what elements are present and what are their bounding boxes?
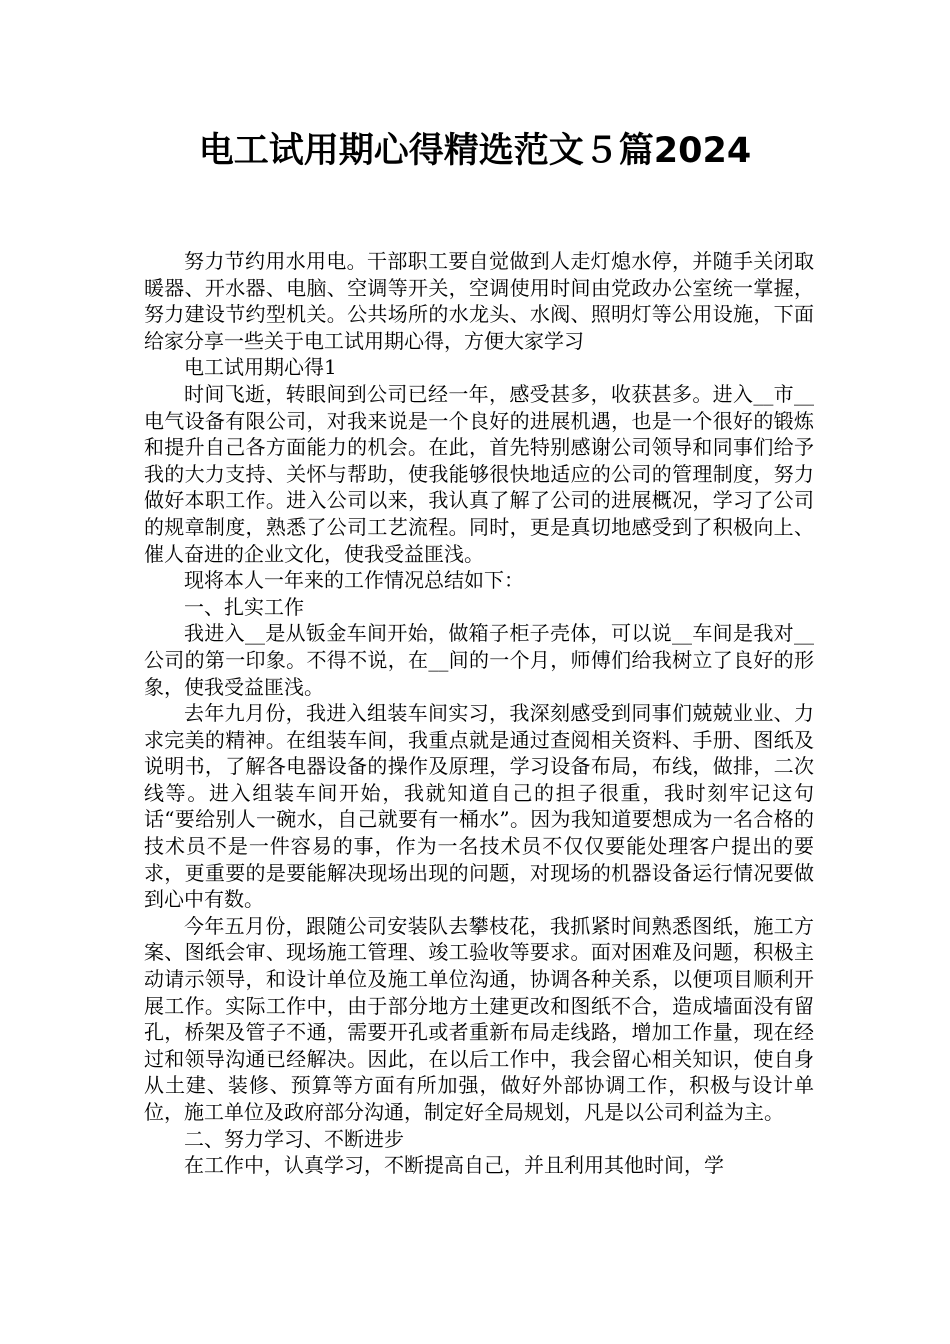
body-paragraph: 我进入__是从钣金车间开始，做箱子柜子壳体，可以说__车间是我对__公司的第一印象。不得不说，在__间的一个月，师傅们给我树立了良好的形象，使我受益匪浅。	[144, 621, 814, 699]
body-paragraph: 现将本人一年来的工作情况总结如下：	[184, 568, 524, 593]
document-title: 电工试用期心得精选范文５篇2024	[198, 131, 752, 171]
section-heading-1: 电工试用期心得1	[184, 355, 337, 380]
subheading-work: 一、扎实工作	[184, 594, 304, 619]
intro-paragraph: 努力节约用水用电。干部职工要自觉做到人走灯熄水停，并随手关闭取暖器、开水器、电脑、空调等开关，空调使用时间由党政办公室统一掌握，努力建设节约型机关。公共场所的水龙头、水阀、照明灯等公用设施，下面给家分享一些关于电工试用期心得，方便大家学习	[144, 249, 814, 353]
body-paragraph: 在工作中，认真学习，不断提高自己，并且利用其他时间，学	[184, 1153, 724, 1178]
document-body	[144, 248, 814, 1179]
body-paragraph: 今年五月份，跟随公司安装队去攀枝花，我抓紧时间熟悉图纸，施工方案、图纸会审、现场施工管理、竣工验收等要求。面对困难及问题，积极主动请示领导，和设计单位及施工单位沟通，协调各种关系，以便项目顺利开展工作。实际工作中，由于部分地方土建更改和图纸不合，造成墙面没有留孔，桥架及管子不通，需要开孔或者重新布局走线路，增加工作量，现在经过和领导沟通已经解决。因此，在以后工作中，我会留心相关知识，使自身从土建、装修、预算等方面有所加强，做好外部协调工作，积极与设计单位，施工单位及政府部分沟通，制定好全局规划，凡是以公司利益为主。	[144, 913, 814, 1124]
subheading-study: 二、努力学习、不断进步	[184, 1126, 404, 1151]
body-paragraph: 时间飞逝，转眼间到公司已经一年，感受甚多，收获甚多。进入__市__电气设备有限公司，对我来说是一个良好的进展机遇，也是一个很好的锻炼和提升自己各方面能力的机会。在此，首先特别感谢公司领导和同事们给予我的大力支持、关怀与帮助，使我能够很快地适应的公司的管理制度，努力做好本职工作。进入公司以来，我认真了解了公司的进展概况，学习了公司的规章制度，熟悉了公司工艺流程。同时，更是真切地感受到了积极向上、催人奋进的企业文化，使我受益匪浅。	[144, 381, 814, 566]
body-paragraph: 去年九月份，我进入组装车间实习，我深刻感受到同事们兢兢业业、力求完美的精神。在组装车间，我重点就是通过查阅相关资料、手册、图纸及说明书，了解各电器设备的操作及原理，学习设备布局，布线，做排，二次线等。进入组装车间开始，我就知道自己的担子很重，我时刻牢记这句话“要给别人一碗水，自己就要有一桶水”。因为我知道要想成为一名合格的技术员不是一件容易的事，作为一名技术员不仅仅要能处理客户提出的要求，更重要的是要能解决现场出现的问题，对现场的机器设备运行情况要做到心中有数。	[144, 701, 814, 912]
